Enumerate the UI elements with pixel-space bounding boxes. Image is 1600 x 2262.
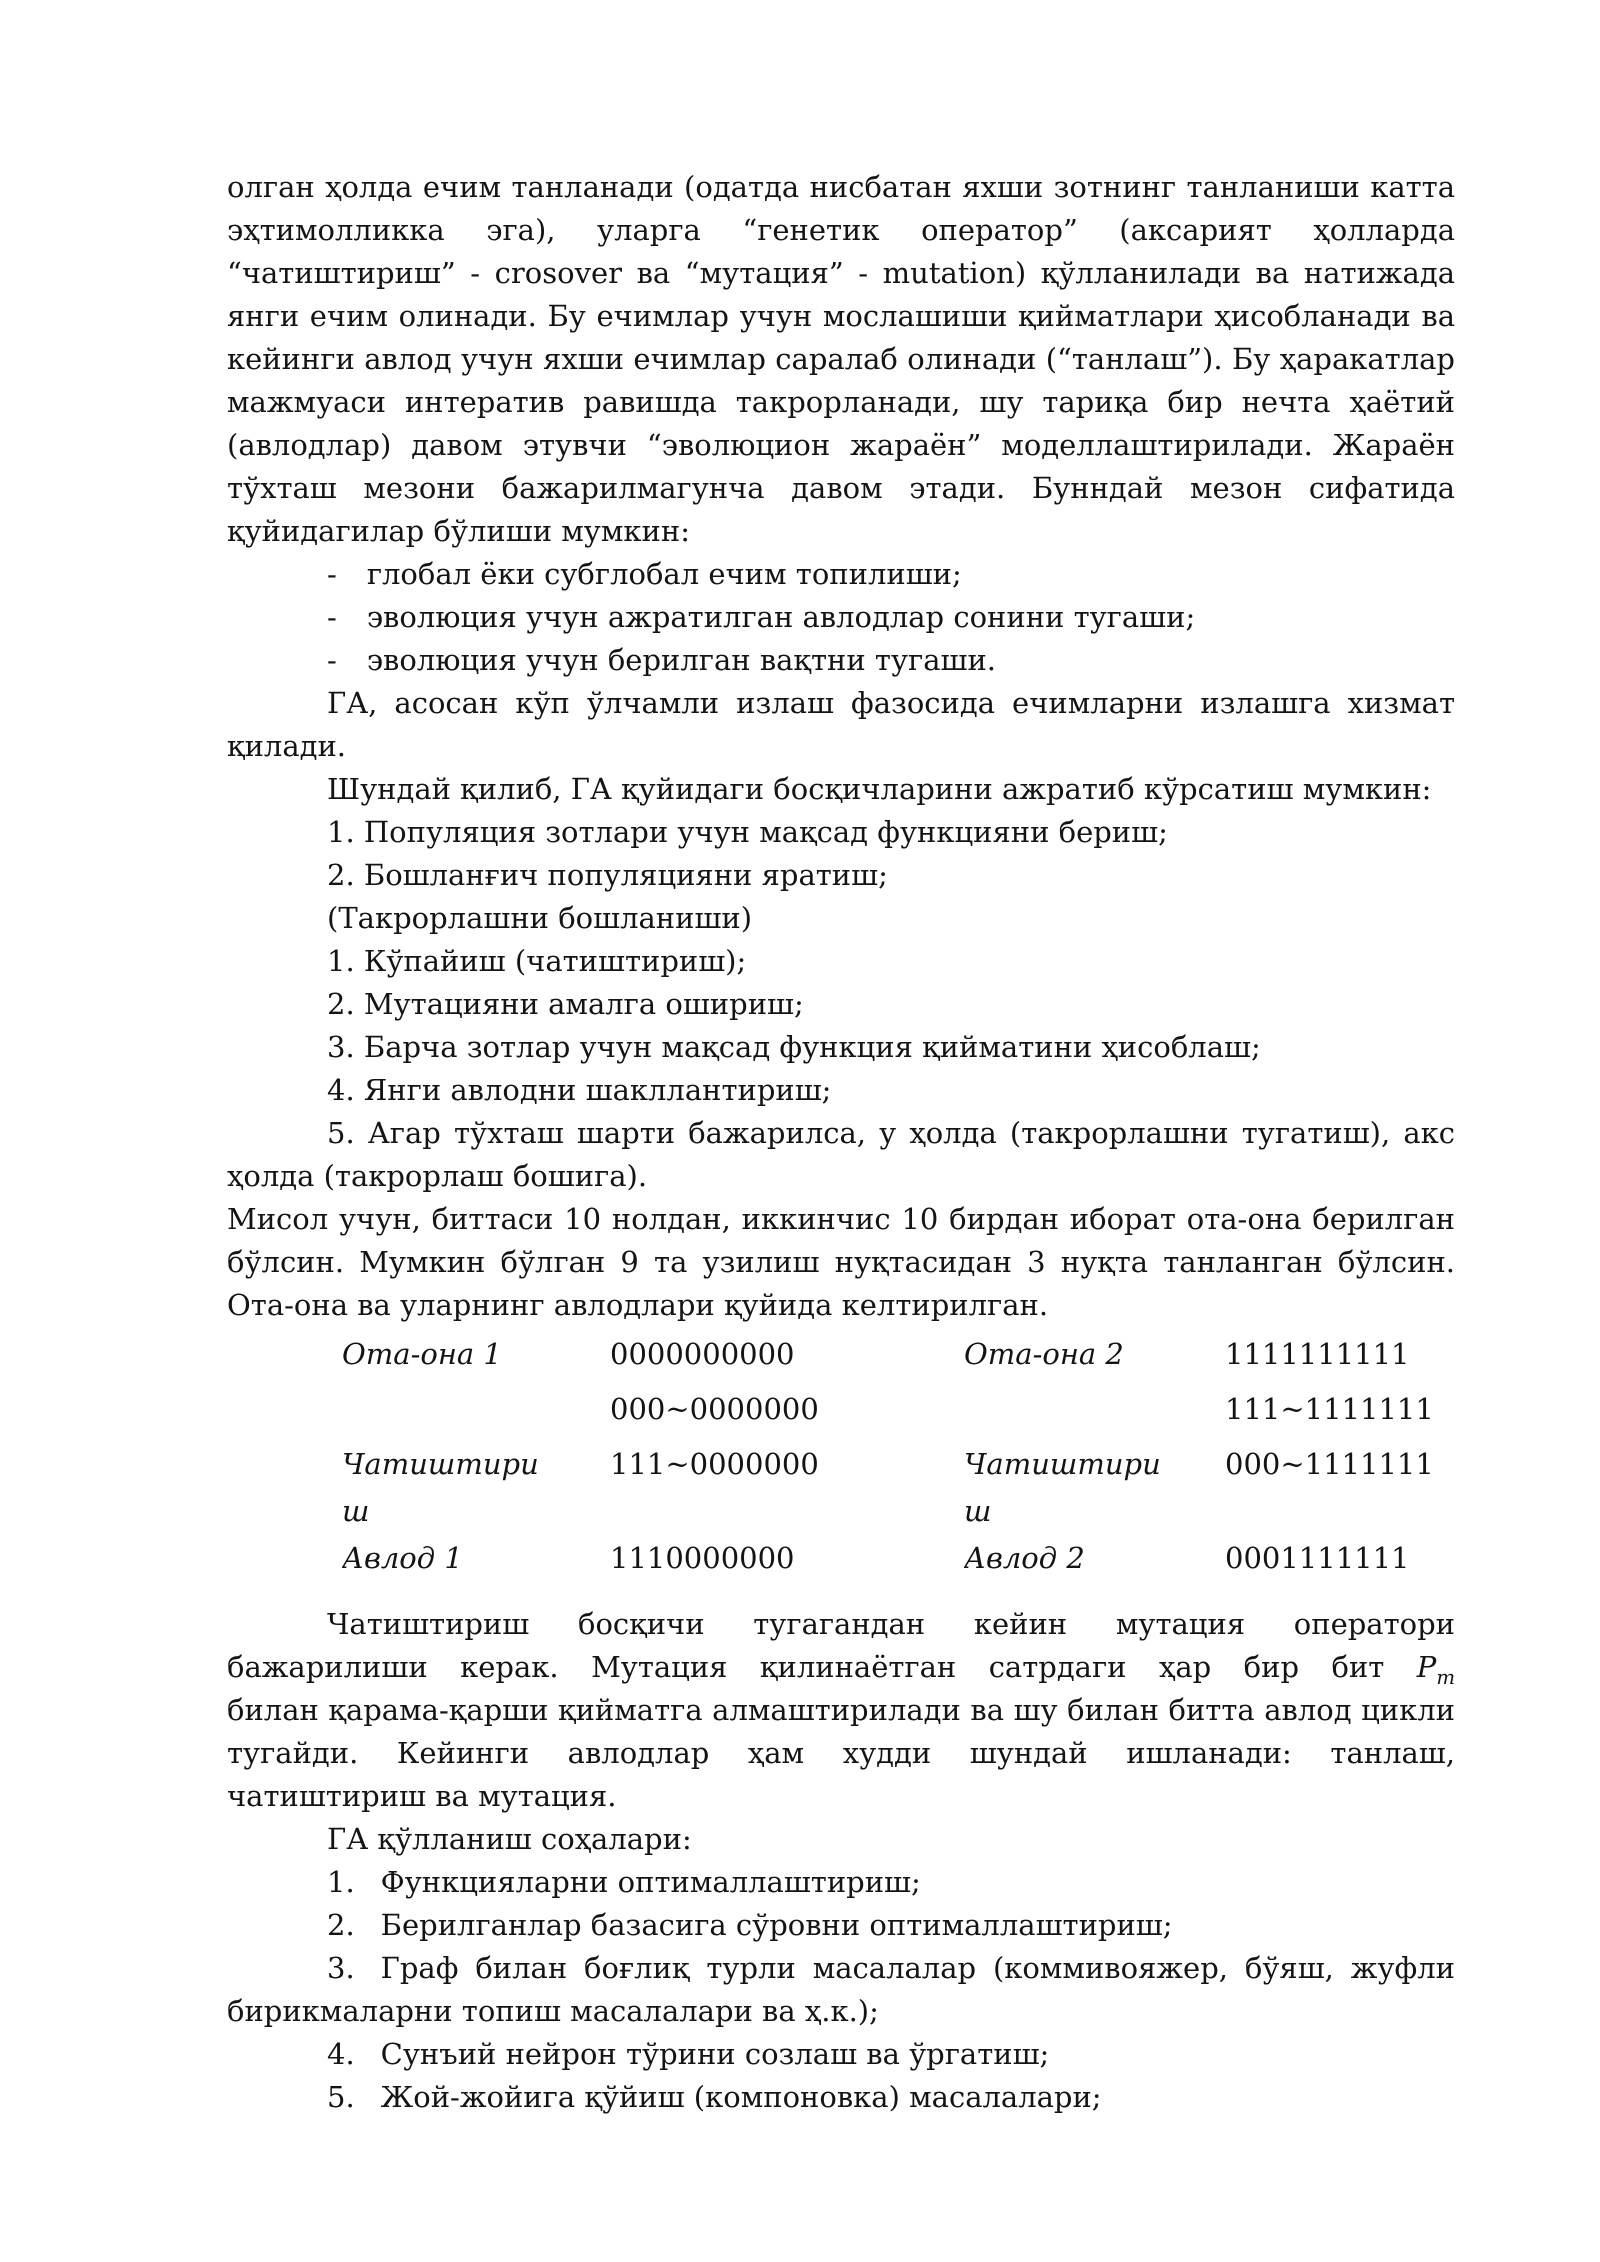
text-line: мажмуаси интератив равишда такрорланади, шу тариқа бир нечта ҳаётий [227, 385, 1455, 419]
bullet-item: - эволюция учун ажратилган авлодлар сонини тугаши; [327, 600, 1196, 634]
text-line: 5. Агар тўхташ шарти бажарилса, у ҳолда (такрорлашни тугатиш), акс [327, 1116, 1455, 1150]
numbered-item: 4. Сунъий нейрон тўрини созлаш ва ўргатиш; [327, 2037, 1050, 2071]
text-line: эҳтимолликка эга), уларга “генетик оператор” (аксарият ҳолларда [227, 213, 1455, 247]
numbered-item: 3. Граф билан боғлиқ турли масалалар (коммивояжер, бўяш, жуфли [327, 1951, 1455, 1985]
text-line: қуйидагилар бўлиши мумкин: [227, 514, 690, 548]
list-number: 4. [327, 2037, 355, 2071]
text-line: бўлсин. Мумкин бўлган 9 та узилиш нуқтасидан 3 нуқта танланган бўлсин. [227, 1245, 1455, 1279]
bullet-list [227, 553, 1455, 682]
crossover-example-table [342, 1331, 1455, 1585]
text-line: чатиштириш ва мутация. [227, 1779, 617, 1813]
text-line: Шундай қилиб, ГА қуйидаги босқичларини ажратиб кўрсатиш мумкин: [327, 772, 1432, 806]
numbered-item: 5. Жой-жойига қўйиш (компоновка) масалалари; [327, 2080, 1102, 2114]
text-line: кейинги авлод учун яхши ечимлар саралаб олинади (“танлаш”). Бу ҳаракатлар [227, 342, 1455, 376]
ga-purpose-paragraph [227, 682, 1455, 768]
list-number: 2. [327, 1908, 355, 1942]
numbered-item: 1. Функцияларни оптималлаштириш; [327, 1865, 921, 1899]
table-value-cell: 111~1111111 [1225, 1392, 1434, 1426]
text-line: (Такрорлашни бошланиши) [327, 901, 753, 935]
paragraph [227, 811, 1455, 854]
table-value-cell: 0000000000 [610, 1337, 795, 1371]
table-value-cell: 1111111111 [1225, 1337, 1410, 1371]
text-line: янги ечим олинади. Бу ечимлар учун мослашиши қийматлари ҳисобланади ва [227, 299, 1455, 333]
text-line: (авлодлар) давом этувчи “эволюцион жараён” моделлаштирилади. Жараён [227, 428, 1455, 462]
table-value-cell: 000~0000000 [610, 1392, 819, 1426]
bullet-item: - эволюция учун берилган вақтни тугаши. [327, 643, 997, 677]
text-line: ГА, асосан кўп ўлчамли излаш фазосида ечимларни излашга хизмат [327, 686, 1455, 720]
numbered-item: 2. Берилганлар базасига сўровни оптималлаштириш; [327, 1908, 1173, 1942]
table-label-cell: Чатиштири ш [342, 1447, 539, 1528]
table-row [342, 1441, 1455, 1535]
applications-intro-line [227, 1818, 1455, 1861]
pm-probability-symbol: $P_m$ [1416, 1650, 1455, 1689]
intro-paragraph [227, 166, 1455, 553]
text-line: тўхташ мезони бажарилмагунча давом этади. Бунндай мезон сифатида [227, 471, 1455, 505]
paragraph [227, 983, 1455, 1026]
text-line: 1. Популяция зотлари учун мақсад функцияни бериш; [327, 815, 1168, 849]
list-number: 5. [327, 2080, 355, 2114]
table-value-cell: 0001111111 [1225, 1541, 1410, 1575]
example-paragraph [227, 1198, 1455, 1327]
document-content [227, 166, 1455, 2119]
text-line: бажарилиши керак. Мутация қилинаётган сатрдаги ҳар бир бит $P_m$ [227, 1650, 1455, 1689]
paragraph [227, 897, 1455, 940]
table-row [342, 1386, 1455, 1441]
bullet-item: - глобал ёки субглобал ечим топилиши; [327, 557, 962, 591]
text-line: билан қарама-қарши қийматга алмаштирилади ва шу билан битта авлод цикли [227, 1693, 1455, 1727]
table-label-cell: Ота-она 1 [342, 1337, 502, 1371]
text-line: 4. Янги авлодни шакллантириш; [327, 1073, 832, 1107]
text-line: қилади. [227, 729, 347, 763]
stop-condition-paragraph [227, 1112, 1455, 1198]
table-row [342, 1535, 1455, 1585]
list-number: 1. [327, 1865, 355, 1899]
table-value-cell: 1110000000 [610, 1541, 795, 1575]
text-line: 1. Кўпайиш (чатиштириш); [327, 944, 747, 978]
text-line: “чатиштириш” - crosover ва “мутация” - mutation) қўлланилади ва натижада [227, 256, 1455, 290]
text-line: ҳолда (такрорлаш бошига). [227, 1159, 648, 1193]
text-line: Мисол учун, биттаси 10 нолдан, иккинчис 10 бирдан иборат ота-она берилган [227, 1202, 1455, 1236]
list-number: 3. [327, 1951, 355, 1985]
table-value-cell: 000~1111111 [1225, 1447, 1434, 1481]
table-label-cell: Чатиштири ш [964, 1447, 1161, 1528]
bullet-dash: - [327, 557, 337, 591]
numbered-item-continuation: бирикмаларни топиш масалалари ва ҳ.к.); [227, 1994, 879, 2028]
paragraph [227, 940, 1455, 983]
table-value-cell [342, 1386, 610, 1441]
text-line: Ота-она ва уларнинг авлодлари қуйида келтирилган. [227, 1288, 1049, 1322]
table-row [342, 1331, 1455, 1386]
table-value-cell [964, 1386, 1225, 1441]
stages-intro-line [227, 768, 1455, 811]
text-line: тугайди. Кейинги авлодлар ҳам худди шундай ишланади: танлаш, [227, 1736, 1455, 1770]
text-line: Чатиштириш босқичи тугагандан кейин мутация оператори [327, 1607, 1455, 1641]
table-label-cell: Ота-она 2 [964, 1337, 1124, 1371]
table-label-cell: Авлод 1 [342, 1541, 463, 1575]
paragraph [227, 1069, 1455, 1112]
paragraph [227, 1026, 1455, 1069]
table-value-cell: 111~0000000 [610, 1447, 819, 1481]
numbered-list [227, 1861, 1455, 2119]
text-line: 2. Бошланғич популяцияни яратиш; [327, 858, 888, 892]
mutation-paragraph [227, 1603, 1455, 1818]
table-label-cell: Авлод 2 [964, 1541, 1085, 1575]
paragraph [227, 854, 1455, 897]
text-line: ГА қўлланиш соҳалари: [327, 1822, 692, 1856]
text-line: 3. Барча зотлар учун мақсад функция қийматини ҳисоблаш; [327, 1030, 1261, 1064]
bullet-dash: - [327, 600, 337, 634]
bullet-dash: - [327, 643, 337, 677]
text-line: 2. Мутацияни амалга ошириш; [327, 987, 804, 1021]
text-line: олган ҳолда ечим танланади (одатда нисбатан яхши зотнинг танланиши катта [227, 170, 1455, 204]
